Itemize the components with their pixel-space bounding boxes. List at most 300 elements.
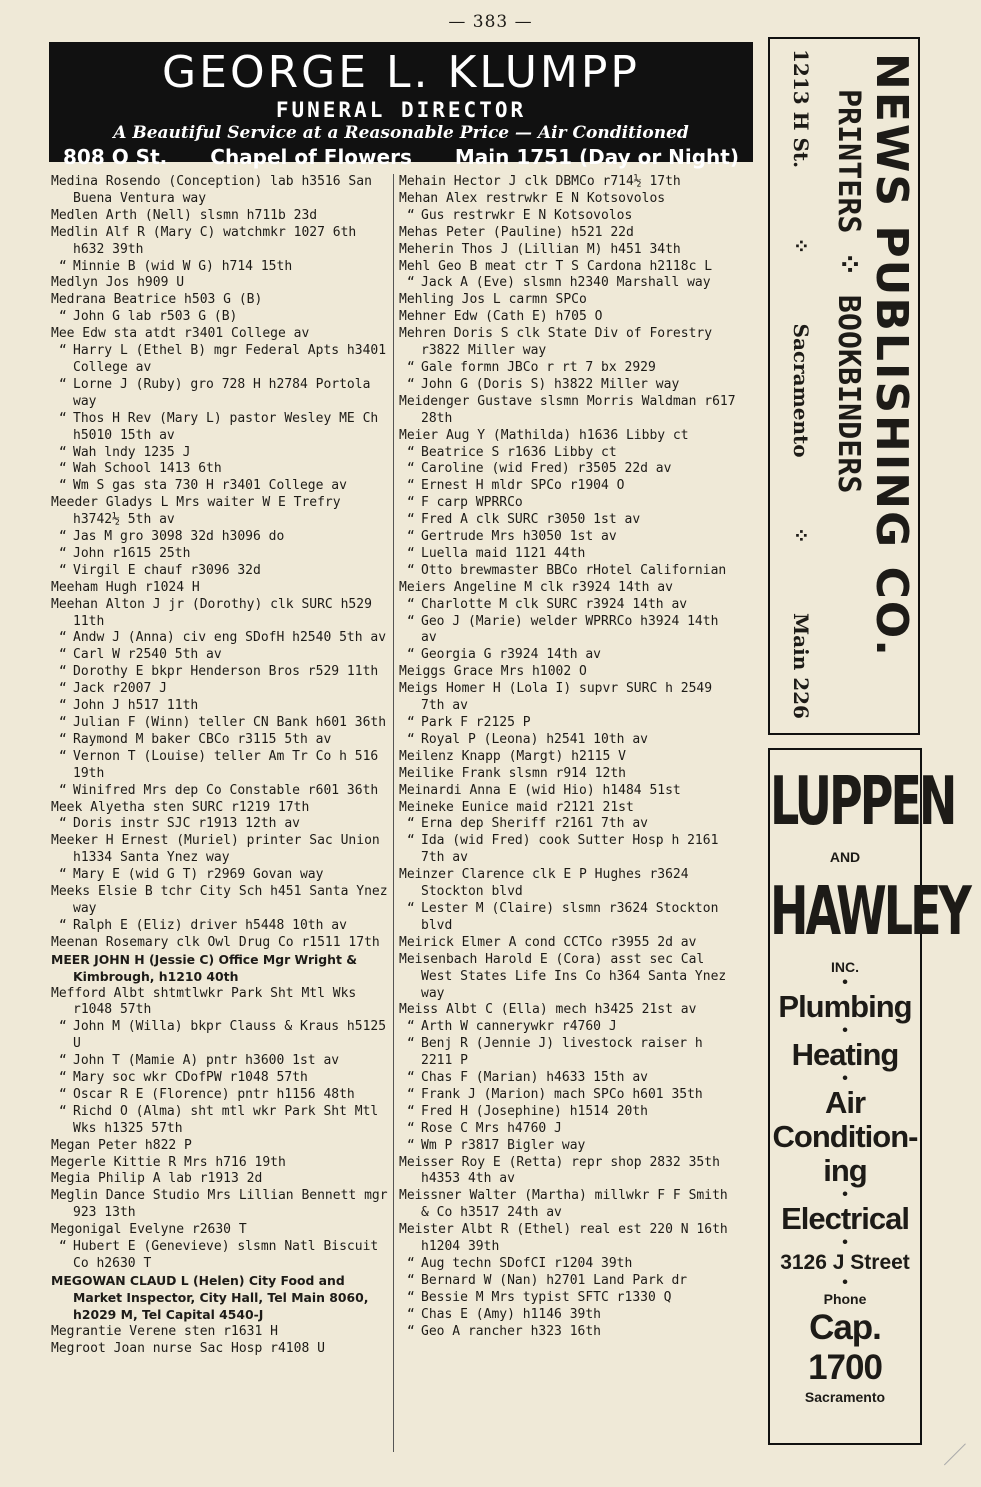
- directory-entry: [51, 1155, 391, 1172]
- ad-service-air: Air: [824, 1085, 866, 1120]
- directory-entry: [399, 377, 739, 394]
- ditto-mark: “: [407, 1323, 415, 1339]
- directory-entry: [51, 377, 391, 411]
- directory-entry: [51, 935, 391, 952]
- entry-text: Park F r2125 P: [421, 715, 531, 730]
- ad-phone: Main 1751 (Day or Night): [454, 145, 739, 169]
- directory-entry: [51, 783, 391, 800]
- entry-text: Mefford Albt shtmtlwkr Park Sht Mtl Wks r1048 57th: [51, 985, 357, 1018]
- entry-text: Fred H (Josephine) h1514 20th: [421, 1103, 648, 1119]
- entry-text: Mehl Geo B meat ctr T S Cardona h2118c L: [399, 258, 713, 274]
- directory-entry: [399, 445, 739, 462]
- entry-text: Medina Rosendo (Conception) lab h3516 San Buena Ventura way: [51, 174, 372, 206]
- directory-entry: [51, 529, 391, 546]
- directory-entry: [399, 360, 739, 377]
- ditto-mark: “: [407, 1272, 415, 1288]
- entry-text: Bernard W (Nan) h2701 Land Park dr: [421, 1272, 688, 1288]
- entry-text: Medlen Arth (Nell) slsmn h711b 23d: [51, 207, 318, 223]
- ditto-mark: “: [59, 461, 67, 477]
- directory-column-left: [51, 174, 391, 1357]
- entry-text: Frank J (Marion) mach SPCo h601 35th: [421, 1086, 703, 1102]
- directory-entry: [51, 664, 391, 681]
- directory-column-right: [399, 174, 739, 1341]
- directory-entry: [51, 1188, 391, 1222]
- news-publishing-ad: [768, 37, 920, 735]
- directory-entry: [51, 580, 391, 597]
- entry-text: Meek Alyetha sten SURC r1219 17th: [51, 799, 310, 815]
- directory-entry: [399, 901, 739, 935]
- entry-text: Megrantie Verene sten r1631 H: [51, 1323, 278, 1339]
- directory-entry: [51, 208, 391, 225]
- entry-text: Mehling Jos L carmn SPCo: [399, 292, 587, 308]
- ad-business-name: NEWS PUBLISHING CO.: [866, 53, 917, 658]
- page-number: — 383 —: [448, 12, 533, 32]
- ditto-mark: “: [59, 1053, 67, 1069]
- directory-entry: [51, 1104, 391, 1138]
- entry-text: Harry L (Ethel B) mgr Federal Apts h3401 College av: [73, 343, 387, 375]
- entry-text: Wm P r3817 Bigler way: [421, 1137, 586, 1153]
- entry-text: Ernest H mldr SPCo r1904 O: [421, 478, 625, 494]
- directory-entry: [51, 630, 391, 647]
- ditto-mark: “: [59, 698, 67, 714]
- entry-text: Jack A (Eve) slsmn h2340 Marshall way: [421, 275, 711, 291]
- ditto-mark: “: [407, 613, 415, 629]
- directory-entry: [399, 191, 739, 208]
- entry-text: Mehan Alex restrwkr E N Kotsovolos: [399, 190, 666, 206]
- directory-entry: [51, 715, 391, 732]
- ad-phone: Cap. 1700: [808, 1308, 882, 1387]
- entry-text: John r1615 25th: [73, 545, 191, 561]
- entry-text: Benj R (Jennie J) livestock raiser h 2211 P: [421, 1036, 703, 1069]
- directory-entry: [399, 275, 739, 292]
- ditto-mark: “: [59, 343, 67, 359]
- entry-text: Georgia G r3924 14th av: [421, 647, 602, 663]
- directory-entry: [51, 478, 391, 495]
- directory-entry: [399, 1019, 739, 1036]
- ditto-mark: “: [407, 1103, 415, 1119]
- entry-text: John M (Willa) bkpr Clauss & Kraus h5125 U: [73, 1019, 387, 1052]
- ditto-mark: “: [59, 1103, 67, 1119]
- ditto-mark: “: [59, 664, 67, 680]
- directory-entry: [51, 411, 391, 445]
- directory-entry: [399, 174, 739, 191]
- directory-entry: [399, 952, 739, 1003]
- ditto-mark: “: [59, 917, 67, 933]
- ditto-mark: “: [407, 275, 415, 291]
- ad-phone-label: Phone: [823, 1291, 867, 1307]
- directory-entry: [399, 326, 739, 360]
- ditto-mark: “: [59, 647, 67, 663]
- ditto-mark: “: [407, 461, 415, 477]
- directory-entry: [399, 512, 739, 529]
- entry-text: John G (Doris S) h3822 Miller way: [421, 376, 680, 392]
- directory-entry: [399, 1121, 739, 1138]
- directory-entry: [51, 1070, 391, 1087]
- directory-entry: [399, 833, 739, 867]
- ditto-mark: “: [407, 1289, 415, 1305]
- directory-entry: [51, 681, 391, 698]
- entry-text: Doris instr SJC r1913 12th av: [73, 816, 300, 832]
- entry-text: Lester M (Claire) slsmn r3624 Stockton blvd: [421, 900, 719, 933]
- entry-text: Charlotte M clk SURC r3924 14th av: [421, 596, 688, 612]
- entry-text: Megan Peter h822 P: [51, 1137, 192, 1153]
- ditto-mark: “: [59, 444, 67, 460]
- entry-text: Mee Edw sta atdt r3401 College av: [51, 326, 310, 342]
- ditto-mark: “: [59, 816, 67, 832]
- ad-business-name: GEORGE L. KLUMPP: [162, 47, 640, 98]
- entry-text: Julian F (Winn) teller CN Bank h601 36th: [73, 715, 387, 730]
- entry-text: Otto brewmaster BBCo rHotel Californian: [421, 562, 727, 578]
- directory-entry: [399, 732, 739, 749]
- ditto-mark: “: [407, 512, 415, 528]
- entry-text: Mehner Edw (Cath E) h705 O: [399, 309, 603, 325]
- entry-text: Meiggs Grace Mrs h1002 O: [399, 664, 587, 680]
- ditto-mark: “: [407, 495, 415, 511]
- directory-entry: [51, 833, 391, 867]
- directory-entry: [399, 647, 739, 664]
- entry-text: Megerle Kittie R Mrs h716 19th: [51, 1154, 286, 1170]
- entry-text: John G lab r503 G (B): [73, 309, 238, 325]
- entry-text: John J h517 11th: [73, 698, 199, 714]
- entry-text: Medlyn Jos h909 U: [51, 275, 185, 291]
- directory-entry: [51, 343, 391, 377]
- directory-entry: [399, 935, 739, 952]
- entry-text: Gale formn JBCo r rt 7 bx 2929: [421, 359, 656, 375]
- entry-text: Wah School 1413 6th: [73, 461, 222, 477]
- ditto-mark: “: [407, 596, 415, 612]
- directory-entry: [51, 1222, 391, 1239]
- directory-entry: [399, 428, 739, 445]
- directory-entry: [51, 884, 391, 918]
- directory-entry: [399, 816, 739, 833]
- directory-entry: [51, 1019, 391, 1053]
- directory-entry: [51, 1138, 391, 1155]
- directory-entry: [51, 749, 391, 783]
- directory-entry: [399, 681, 739, 715]
- directory-entry: [399, 867, 739, 901]
- ditto-mark: “: [407, 833, 415, 849]
- entry-text: Oscar R E (Florence) pntr h1156 48th: [73, 1086, 355, 1102]
- entry-text: Winifred Mrs dep Co Constable r601 36th: [73, 782, 379, 798]
- bullet: •: [842, 1022, 848, 1039]
- directory-entry: [51, 292, 391, 309]
- entry-text: Thos H Rev (Mary L) pastor Wesley ME Ch h5010 15th av: [73, 410, 379, 443]
- ad-service-plumbing: Plumbing: [778, 989, 912, 1024]
- entry-text: Megonigal Evelyne r2630 T: [51, 1222, 247, 1238]
- ad-and: AND: [829, 849, 861, 865]
- ditto-mark: “: [59, 529, 67, 545]
- directory-entry: [399, 1087, 739, 1104]
- directory-entry: [399, 1256, 739, 1273]
- directory-entry: [399, 309, 739, 326]
- entry-text: Raymond M baker CBCo r3115 5th av: [73, 731, 332, 747]
- entry-text: Mehain Hector J clk DBMCo r714½ 17th: [399, 174, 681, 189]
- entry-text: Meilenz Knapp (Margt) h2115 V: [399, 748, 626, 764]
- entry-text: John T (Mamie A) pntr h3600 1st av: [73, 1053, 340, 1069]
- entry-text: Fred A clk SURC r3050 1st av: [421, 512, 641, 528]
- directory-entry: [399, 546, 739, 563]
- directory-entry: [399, 664, 739, 681]
- ad-services: PRINTERS ⁘ BOOKBINDERS: [831, 89, 866, 494]
- entry-text: Richd O (Alma) sht mtl wkr Park Sht Mtl Wks h1325 57th: [73, 1103, 379, 1136]
- entry-text: Mary soc wkr CDofPW r1048 57th: [73, 1070, 308, 1086]
- ditto-mark: “: [59, 782, 67, 798]
- entry-text: Arth W cannerywkr r4760 J: [421, 1019, 617, 1035]
- directory-entry: [51, 1171, 391, 1188]
- directory-entry: [399, 715, 739, 732]
- ditto-mark: “: [59, 715, 67, 730]
- entry-text: Ida (wid Fred) cook Sutter Hosp h 2161 7th av: [421, 833, 719, 866]
- ditto-mark: “: [59, 1070, 67, 1086]
- entry-text: Chas E (Amy) h1146 39th: [421, 1306, 602, 1322]
- ditto-mark: “: [407, 359, 415, 375]
- directory-entry: [399, 766, 739, 783]
- bullet: •: [842, 1070, 848, 1087]
- entry-text: Virgil E chauf r3096 32d: [73, 562, 261, 578]
- directory-entry: [51, 816, 391, 833]
- separator: ⁘: [789, 526, 813, 544]
- entry-text: Meinardi Anna E (wid Hio) h1484 51st: [399, 782, 681, 798]
- separator: ⁘: [789, 237, 813, 255]
- ditto-mark: “: [59, 562, 67, 578]
- directory-entry: [51, 986, 391, 1020]
- entry-text: Vernon T (Louise) teller Am Tr Co h 516 19th: [73, 748, 379, 781]
- directory-entry: [399, 614, 739, 648]
- directory-entry: [51, 461, 391, 478]
- ad-business-type: FUNERAL DIRECTOR: [275, 98, 527, 122]
- entry-text: Meherin Thos J (Lillian M) h451 34th: [399, 241, 681, 257]
- ditto-mark: “: [59, 410, 67, 426]
- directory-entry: [51, 1087, 391, 1104]
- ditto-mark: “: [59, 309, 67, 325]
- directory-entry: [399, 1002, 739, 1019]
- ditto-mark: “: [59, 1239, 67, 1255]
- directory-entry: [399, 259, 739, 276]
- entry-text: Chas F (Marian) h4633 15th av: [421, 1070, 648, 1086]
- directory-entry: [399, 1138, 739, 1155]
- ditto-mark: “: [407, 1137, 415, 1153]
- entry-text: Bessie M Mrs typist SFTC r1330 Q: [421, 1289, 672, 1305]
- bullet: •: [842, 974, 848, 991]
- directory-entry: [399, 461, 739, 478]
- ditto-mark: “: [59, 478, 67, 494]
- directory-entry: [399, 242, 739, 259]
- ad-city: Sacramento: [789, 323, 813, 458]
- entry-text: Wm S gas sta 730 H r3401 College av: [73, 478, 347, 494]
- entry-text: Gus restrwkr E N Kotsovolos: [421, 207, 633, 223]
- ditto-mark: “: [59, 258, 67, 274]
- entry-text: Lorne J (Ruby) gro 728 H h2784 Portola way: [73, 376, 371, 409]
- directory-entry: [51, 952, 391, 986]
- entry-text: Caroline (wid Fred) r3505 22d av: [421, 461, 672, 477]
- directory-entry: [51, 445, 391, 462]
- ditto-mark: “: [407, 376, 415, 392]
- directory-entry: [51, 495, 391, 529]
- entry-text: Meeder Gladys L Mrs waiter W E Trefry h3742½ 5th av: [51, 495, 341, 528]
- entry-text: Andw J (Anna) civ eng SDofH h2540 5th av: [73, 630, 387, 646]
- directory-entry: [399, 495, 739, 512]
- ditto-mark: “: [59, 376, 67, 392]
- entry-text: Gertrude Mrs h3050 1st av: [421, 529, 617, 545]
- directory-entry: [51, 867, 391, 884]
- directory-entry: [399, 1036, 739, 1070]
- entry-text: Wah lndy 1235 J: [73, 444, 191, 460]
- ditto-mark: “: [59, 731, 67, 747]
- ad-city: Sacramento: [804, 1389, 886, 1405]
- ad-tagline: A Beautiful Service at a Reasonable Price — Air Conditioned: [113, 123, 689, 143]
- ditto-mark: “: [59, 630, 67, 646]
- entry-text: Minnie B (wid W G) h714 15th: [73, 258, 293, 274]
- directory-entry: [399, 563, 739, 580]
- ad-address: 1213 H St.: [789, 49, 813, 169]
- ditto-mark: “: [407, 207, 415, 223]
- directory-entry: [399, 292, 739, 309]
- directory-entry: [399, 1070, 739, 1087]
- ditto-mark: “: [59, 1019, 67, 1035]
- entry-text: Aug techn SDofCI r1204 39th: [421, 1256, 633, 1271]
- directory-entry: [399, 1324, 739, 1341]
- entry-text: Jack r2007 J: [73, 681, 167, 697]
- directory-entry: [399, 749, 739, 766]
- ad-chapel: Chapel of Flowers: [210, 145, 412, 169]
- ad-service-conditioning-end: ing: [823, 1153, 867, 1188]
- directory-entry: [51, 1053, 391, 1070]
- directory-entry: [399, 225, 739, 242]
- directory-entry: [399, 478, 739, 495]
- entry-text: Meinzer Clarence clk E P Hughes r3624 Stockton blvd: [399, 867, 689, 900]
- directory-entry: [51, 309, 391, 326]
- entry-text: Luella maid 1121 44th: [421, 545, 586, 561]
- ditto-mark: “: [407, 444, 415, 460]
- directory-entry: [399, 208, 739, 225]
- ditto-mark: “: [59, 1086, 67, 1102]
- directory-entry: [51, 546, 391, 563]
- entry-text: Meiss Albt C (Ella) mech h3425 21st av: [399, 1002, 697, 1018]
- entry-text: Medrana Beatrice h503 G (B): [51, 292, 263, 308]
- bullet: •: [842, 1186, 848, 1203]
- ditto-mark: “: [407, 562, 415, 578]
- page-corner-fold: [944, 1443, 981, 1486]
- directory-entry: [51, 563, 391, 580]
- ditto-mark: “: [59, 545, 67, 561]
- luppen-hawley-ad: [768, 748, 969, 1445]
- directory-entry: [51, 698, 391, 715]
- entry-text: Jas M gro 3098 32d h3096 do: [73, 529, 285, 545]
- column-divider: [393, 174, 394, 1452]
- entry-text: Meeker H Ernest (Muriel) printer Sac Union h1334 Santa Ynez way: [51, 833, 380, 866]
- directory-entry: [51, 275, 391, 292]
- entry-text: Meilike Frank slsmn r914 12th: [399, 765, 626, 781]
- directory-entry: [399, 1155, 739, 1189]
- ditto-mark: “: [407, 1120, 415, 1136]
- directory-entry: [51, 1239, 391, 1273]
- ad-name-hawley: HAWLEY: [770, 871, 969, 951]
- ditto-mark: “: [407, 647, 415, 663]
- entry-text: Meier Aug Y (Mathilda) h1636 Libby ct: [399, 427, 689, 443]
- entry-text: Mary E (wid G T) r2969 Govan way: [73, 867, 324, 883]
- entry-text: Megroot Joan nurse Sac Hosp r4108 U: [51, 1340, 325, 1356]
- ad-service-electrical: Electrical: [781, 1201, 909, 1236]
- ditto-mark: “: [407, 478, 415, 494]
- entry-text: Rose C Mrs h4760 J: [421, 1120, 562, 1136]
- ad-service-conditioning: Condition-: [772, 1119, 918, 1154]
- entry-text: Dorothy E bkpr Henderson Bros r529 11th: [73, 664, 379, 680]
- ditto-mark: “: [407, 1070, 415, 1086]
- entry-text: Meissner Walter (Martha) millwkr F F Smith & Co h3517 24th av: [399, 1188, 728, 1221]
- entry-text: MEER JOHN H (Jessie C) Office Mgr Wright & Kimbrough, h1210 40th: [51, 951, 358, 984]
- directory-entry: [399, 1307, 739, 1324]
- directory-entry: [399, 1104, 739, 1121]
- ad-inc: INC.: [831, 959, 859, 975]
- ad-contact-row: [788, 49, 814, 719]
- entry-text: Meeks Elsie B tchr City Sch h451 Santa Ynez way: [51, 884, 388, 916]
- directory-entry: [399, 394, 739, 428]
- entry-text: Meiers Angeline M clk r3924 14th av: [399, 579, 673, 595]
- entry-text: Geo A rancher h323 16th: [421, 1323, 602, 1339]
- ditto-mark: “: [407, 816, 415, 832]
- entry-text: Meenan Rosemary clk Owl Drug Co r1511 17th: [51, 934, 380, 950]
- ditto-mark: “: [407, 529, 415, 545]
- directory-entry: [51, 597, 391, 631]
- entry-text: Mehas Peter (Pauline) h521 22d: [399, 224, 634, 240]
- bullet: •: [842, 1234, 848, 1251]
- ad-phone: Main 226: [789, 613, 813, 719]
- directory-entry: [399, 580, 739, 597]
- entry-text: Mehren Doris S clk State Div of Forestry r3822 Miller way: [399, 326, 713, 359]
- directory-entry: [399, 1273, 739, 1290]
- directory-entry: [399, 597, 739, 614]
- ditto-mark: “: [407, 1256, 415, 1271]
- ad-name-luppen: LUPPEN: [770, 761, 955, 841]
- directory-entry: [51, 1273, 391, 1324]
- bullet: •: [842, 1274, 848, 1291]
- ditto-mark: “: [59, 681, 67, 697]
- ad-address: 3126 J Street: [780, 1251, 910, 1274]
- ditto-mark: “: [407, 1019, 415, 1035]
- entry-text: Beatrice S r1636 Libby ct: [421, 444, 617, 460]
- directory-entry: [399, 1188, 739, 1222]
- ditto-mark: “: [407, 1036, 415, 1052]
- entry-text: Meehan Alton J jr (Dorothy) clk SURC h529 11th: [51, 596, 372, 629]
- ditto-mark: “: [407, 731, 415, 747]
- entry-text: Meineke Eunice maid r2121 21st: [399, 799, 634, 815]
- entry-text: Meidenger Gustave slsmn Morris Waldman r617 28th: [399, 393, 736, 426]
- entry-text: Meigs Homer H (Lola I) supvr SURC h 2549 7th av: [399, 681, 713, 714]
- entry-text: Ralph E (Eliz) driver h5448 10th av: [73, 917, 347, 933]
- directory-entry: [51, 1341, 391, 1358]
- ditto-mark: “: [407, 1086, 415, 1102]
- ditto-mark: “: [59, 748, 67, 764]
- directory-entry: [51, 732, 391, 749]
- directory-entry: [51, 225, 391, 259]
- entry-text: Meisenbach Harold E (Cora) asst sec Cal West States Life Ins Co h364 Santa Ynez way: [399, 951, 727, 1001]
- entry-text: Hubert E (Genevieve) slsmn Natl Biscuit Co h2630 T: [73, 1239, 379, 1271]
- entry-text: F carp WPRRCo: [421, 495, 523, 511]
- entry-text: Meister Albt R (Ethel) real est 220 N 16th h1204 39th: [399, 1222, 728, 1255]
- directory-entry: [399, 783, 739, 800]
- ad-service-heating: Heating: [791, 1037, 899, 1072]
- entry-text: Geo J (Marie) welder WPRRCo h3924 14th av: [421, 613, 719, 646]
- directory-entry: [51, 174, 391, 208]
- directory-entry: [51, 918, 391, 935]
- directory-entry: [51, 259, 391, 276]
- directory-entry: [399, 800, 739, 817]
- directory-entry: [51, 1324, 391, 1341]
- entry-text: Medlin Alf R (Mary C) watchmkr 1027 6th h632 39th: [51, 224, 357, 257]
- ditto-mark: “: [407, 900, 415, 916]
- entry-text: Meglin Dance Studio Mrs Lillian Bennett mgr 923 13th: [51, 1188, 388, 1221]
- entry-text: Meisser Roy E (Retta) repr shop 2832 35th h4353 4th av: [399, 1154, 720, 1187]
